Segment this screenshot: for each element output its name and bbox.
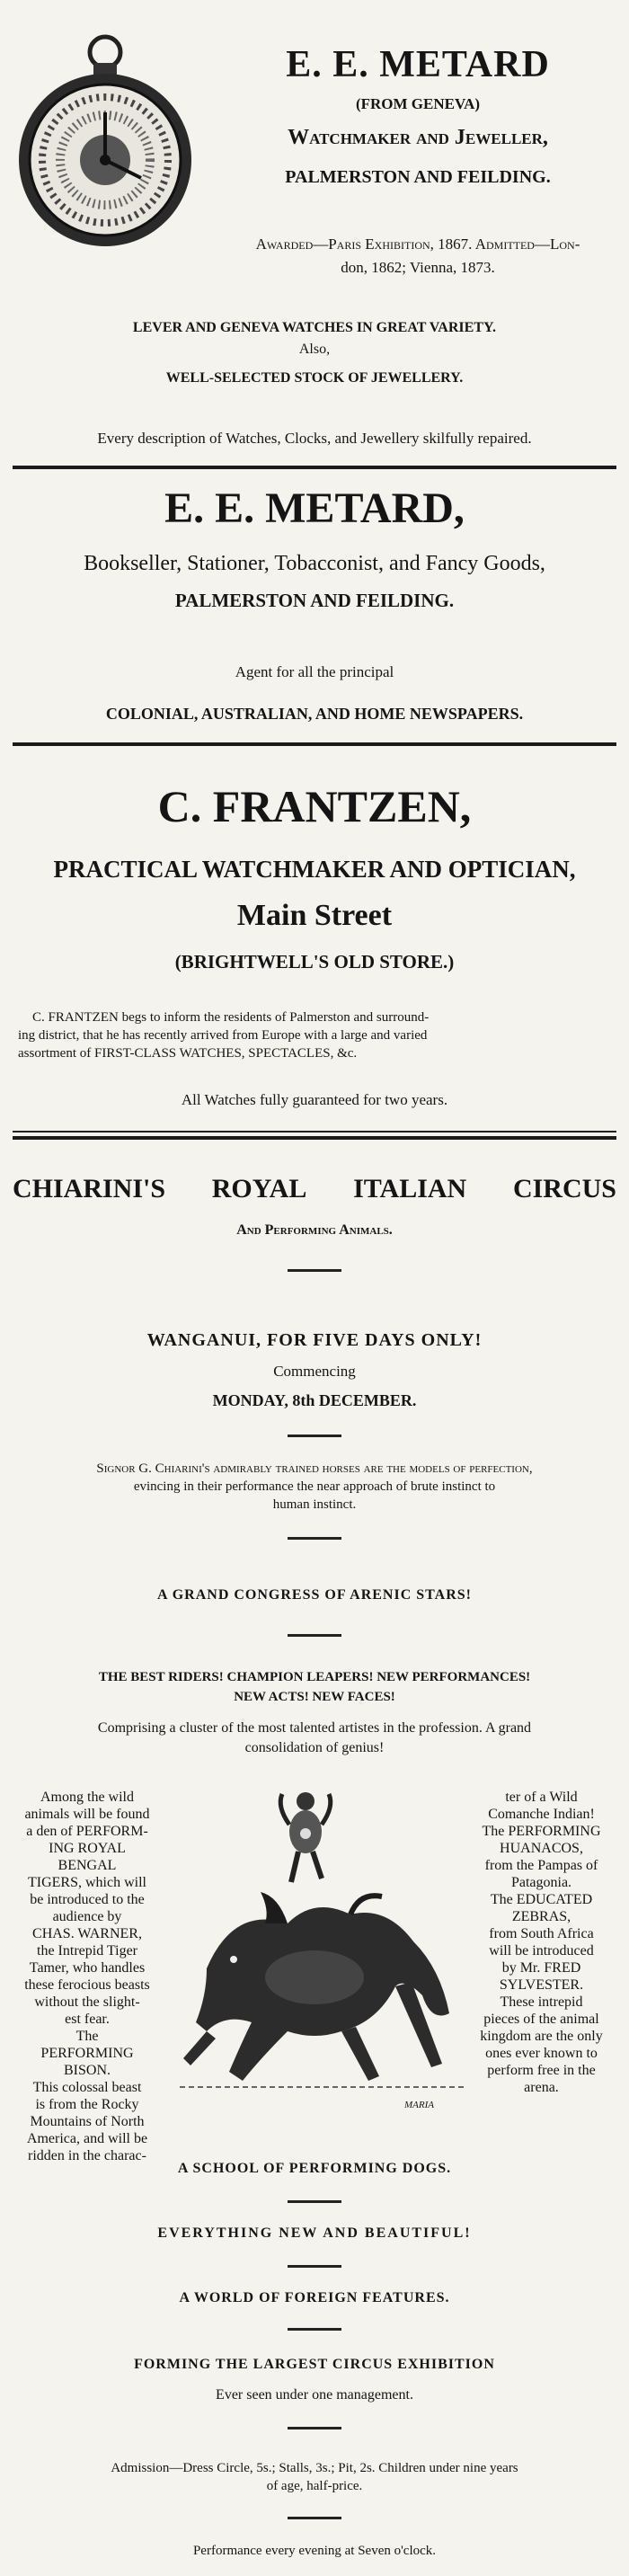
short-rule [288, 2517, 341, 2519]
left_col-line: without the slight- [34, 1994, 140, 2010]
circus-ever: Ever seen under one management. [216, 2387, 413, 2403]
circus-performance: Performance every evening at Seven o'clock. [192, 2544, 437, 2558]
circus-congress: A GRAND CONGRESS OF ARENIC STARS! [157, 1587, 472, 1603]
divider [13, 1131, 616, 1133]
right_col-line: from South Africa [489, 1926, 594, 1941]
circus-right-column [467, 1789, 616, 2096]
circus-horses-line-1: Signor G. Chiarini's admirably trained horses are the models of perfection, [96, 1461, 533, 1476]
metard-name: E. E. METARD [286, 44, 550, 85]
circus-animals: And Performing Animals. [236, 1222, 393, 1238]
left_col-line: ING ROYAL BENGAL [49, 1841, 126, 1873]
pocket-watch-icon [11, 27, 199, 247]
divider [13, 742, 616, 746]
left_col-line: TIGERS, which will [28, 1875, 146, 1890]
circus-date: MONDAY, 8th DECEMBER. [212, 1391, 417, 1409]
circus-title-word: ROYAL [211, 1174, 307, 1204]
left_col-line: the Intrepid Tiger [37, 1943, 137, 1959]
left_col-line: ridden in the charac- [28, 2148, 146, 2163]
metard-lever-watches: LEVER AND GENEVA WATCHES IN GREAT VARIETY. [132, 320, 497, 335]
circus-world: A WORLD OF FOREIGN FEATURES. [179, 2290, 450, 2305]
left_col-line: a den of PERFORM- [26, 1824, 148, 1839]
left_col-line: The [75, 2029, 99, 2044]
frantzen-store: (BRIGHTWELL'S OLD STORE.) [174, 951, 455, 973]
short-rule [288, 2427, 341, 2429]
circus-largest: FORMING THE LARGEST CIRCUS EXHIBITION [134, 2357, 495, 2372]
right_col-line: ZEBRAS, [511, 1909, 571, 1924]
short-rule [288, 1269, 341, 1272]
left_col-line: CHAS. WARNER, [32, 1926, 142, 1941]
circus-everything: EVERYTHING NEW AND BEAUTIFUL! [157, 2225, 472, 2241]
metard-awards-line-1: Awarded—Paris Exhibition, 1867. Admitted—Lon- [255, 235, 580, 253]
metard-trade: Watchmaker and Jeweller, [288, 126, 548, 149]
right_col-line: The EDUCATED [490, 1892, 593, 1907]
right_col-line: pieces of the animal [483, 2012, 599, 2027]
left_col-line: Among the wild [40, 1790, 134, 1805]
circus-title-word: CIRCUS [512, 1174, 616, 1204]
metard-books-newspapers: COLONIAL, AUSTRALIAN, AND HOME NEWSPAPERS. [105, 705, 524, 723]
right_col-line: ones ever known to [485, 2046, 598, 2061]
circus-title [13, 1174, 616, 1210]
circus-commencing: Commencing [273, 1363, 356, 1380]
circus-admission-line-2: of age, half-price. [266, 2479, 363, 2493]
frantzen-name: C. FRANTZEN, [157, 781, 472, 831]
divider [13, 1136, 616, 1140]
left_col-line: audience by [52, 1909, 122, 1924]
metard-books-name: E. E. METARD, [164, 484, 465, 532]
right_col-line: will be introduced [489, 1943, 594, 1959]
left_col-line: est fear. [65, 2012, 110, 2027]
metard-awards-line-2: don, 1862; Vienna, 1873. [341, 259, 495, 276]
left_col-line: America, and will be [26, 2131, 148, 2146]
right_col-line: The PERFORMING [482, 1824, 601, 1839]
circus-admission-line-1: Admission—Dress Circle, 5s.; Stalls, 3s.; Pit, 2s. Children under nine years [111, 2461, 518, 2475]
frantzen-body-line-1: C. FRANTZEN begs to inform the residents of Palmerston and surround- [32, 1010, 430, 1025]
circus-horses-line-2: evincing in their performance the near approach of brute instinct to [133, 1479, 496, 1494]
metard-origin: (FROM GENEVA) [355, 95, 481, 112]
circus-title-word: ITALIAN [353, 1174, 467, 1204]
right_col-line: HUANACOS, [500, 1841, 583, 1856]
short-rule [288, 1634, 341, 1637]
circus-riders-line-2: NEW ACTS! NEW FACES! [234, 1690, 395, 1704]
metard-repairs: Every description of Watches, Clocks, and Jewellery skilfully repaired. [97, 430, 532, 447]
circus-title-word: CHIARINI'S [13, 1174, 166, 1204]
frantzen-body-line-3: assortment of FIRST-CLASS WATCHES, SPECTACLES, &c. [18, 1046, 358, 1061]
left_col-line: Mountains of North [30, 2114, 145, 2129]
short-rule [288, 2200, 341, 2203]
left_col-line: is from the Rocky [35, 2097, 139, 2112]
horse-image-caption: MARIA [404, 2100, 434, 2110]
right_col-line: Patagonia. [510, 1875, 572, 1890]
metard-towns: PALMERSTON AND FEILDING. [285, 167, 551, 187]
metard-books-trade: Bookseller, Stationer, Tobacconist, and Fancy Goods, [84, 552, 545, 575]
metard-also: Also, [298, 342, 331, 357]
left_col-line: Tamer, who handles [29, 1960, 146, 1976]
short-rule [288, 1435, 341, 1437]
frantzen-trade: PRACTICAL WATCHMAKER AND OPTICIAN, [53, 856, 576, 883]
right_col-line: kingdom are the only [480, 2029, 603, 2044]
circus-dogs: A SCHOOL OF PERFORMING DOGS. [177, 2161, 452, 2176]
frantzen-guarantee: All Watches fully guaranteed for two years. [181, 1091, 448, 1108]
left_col-line: be introduced to the [30, 1892, 145, 1907]
metard-books-agent: Agent for all the principal [235, 663, 394, 680]
circus-town: WANGANUI, FOR FIVE DAYS ONLY! [146, 1330, 483, 1350]
left_col-line: This colossal beast [32, 2080, 142, 2095]
acrobat-icon [270, 1789, 341, 1888]
right_col-line: Comanche Indian! [488, 1807, 595, 1822]
circus-left-column [20, 1789, 155, 2164]
galloping-horse-icon [180, 1888, 467, 2094]
circus-cluster-line-1: Comprising a cluster of the most talented artistes in the profession. A grand [97, 1720, 532, 1736]
short-rule [288, 2328, 341, 2331]
left_col-line: PERFORMING BISON. [40, 2046, 134, 2078]
divider [13, 466, 616, 469]
short-rule [288, 1537, 341, 1540]
circus-cluster-line-2: consolidation of genius! [244, 1740, 385, 1755]
right_col-line: perform free in the [487, 2063, 596, 2078]
right_col-line: by Mr. FRED SYLVESTER. [499, 1960, 584, 1993]
circus-riders-line-1: THE BEST RIDERS! CHAMPION LEAPERS! NEW PERFORMANCES! [98, 1670, 531, 1684]
left_col-line: animals will be found [24, 1807, 150, 1822]
short-rule [288, 2265, 341, 2268]
frantzen-body-line-2: ing district, that he has recently arrived from Europe with a large and varied [18, 1028, 428, 1043]
right_col-line: These intrepid [500, 1994, 583, 2010]
circus-horses-line-3: human instinct. [272, 1497, 357, 1512]
right_col-line: ter of a Wild [505, 1790, 578, 1805]
frantzen-street: Main Street [236, 899, 393, 932]
right_col-line: arena. [524, 2080, 559, 2095]
left_col-line: these ferocious beasts [24, 1977, 150, 1993]
metard-books-towns: PALMERSTON AND FEILDING. [174, 590, 455, 611]
right_col-line: from the Pampas of [484, 1858, 598, 1873]
metard-jewellery-stock: WELL-SELECTED STOCK OF JEWELLERY. [165, 370, 464, 386]
